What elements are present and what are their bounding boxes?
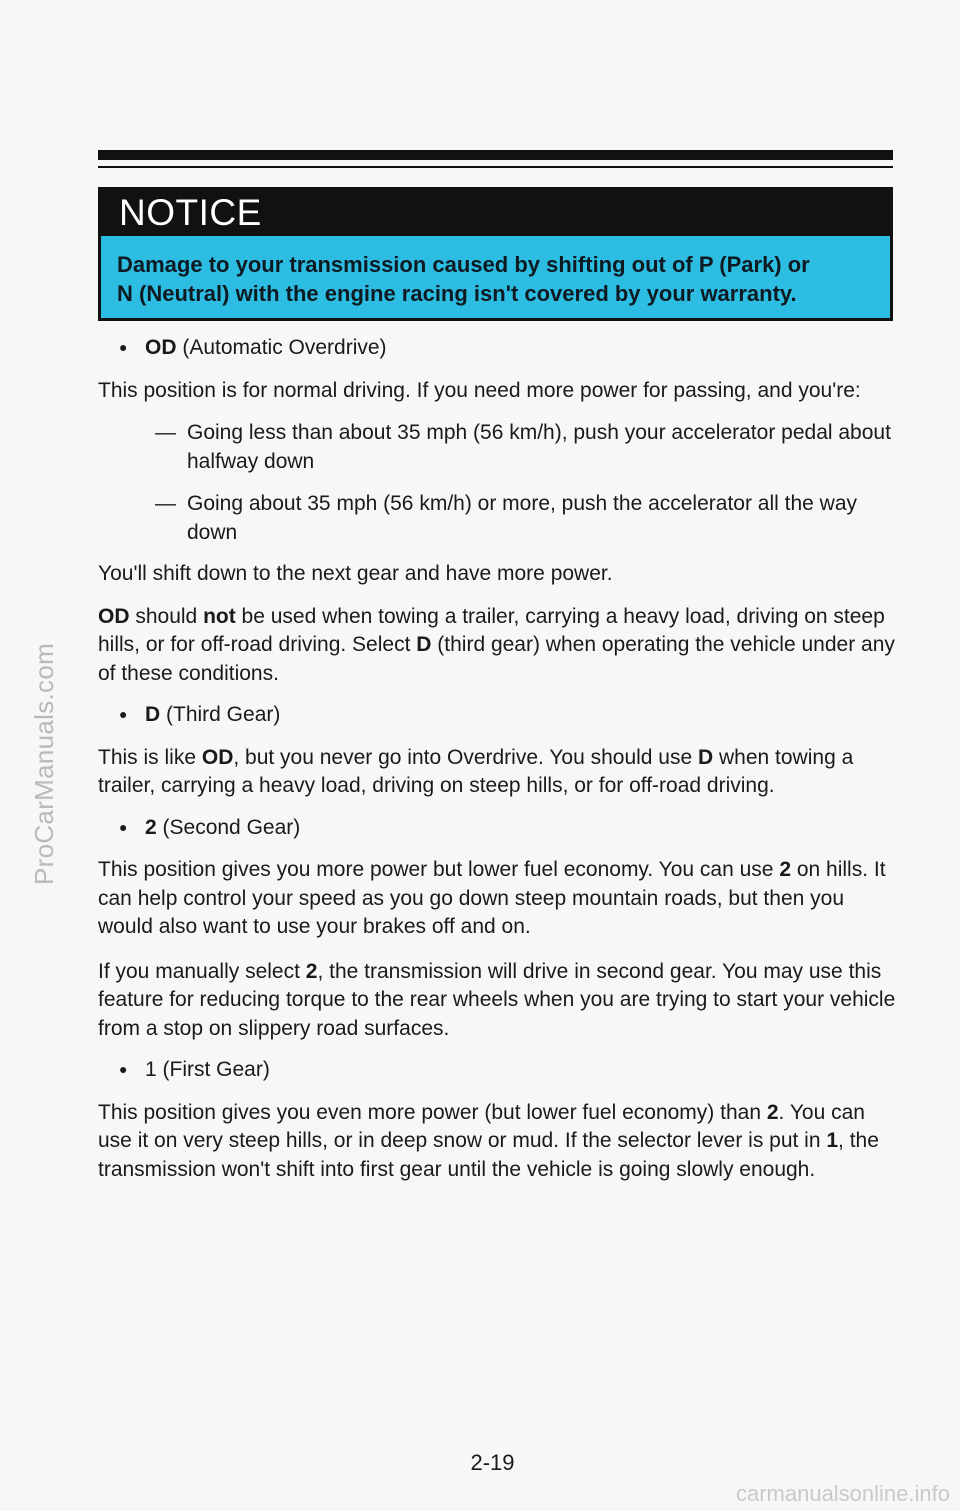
bold-text: 2 — [766, 1100, 779, 1124]
bold-text: D — [698, 745, 714, 769]
text-run: . You can use it on very steep hills, or in deep snow or mud. If the selector lever is put in — [98, 1100, 865, 1152]
paragraph — [98, 856, 898, 942]
bullet-dot-icon: ● — [119, 706, 128, 722]
paragraph — [98, 958, 898, 1044]
notice-box — [98, 187, 893, 321]
page-number: 2-19 — [470, 1450, 515, 1475]
spacer — [98, 801, 898, 814]
text-run: (Second Gear) — [156, 815, 301, 839]
bullet-text — [145, 814, 300, 843]
bold-text: 2 — [305, 959, 318, 983]
footer-watermark: carmanualsonline.info — [735, 1481, 950, 1506]
text-run: when towing a trailer, carrying a heavy load, driving on steep hills, or for off-road driving. — [98, 745, 854, 797]
bold-text: 1 — [826, 1129, 839, 1152]
bullet-text — [145, 701, 280, 730]
text-run: be used when towing a trailer, carrying a heavy load, driving on steep hills, or for off-road driving. Select — [98, 604, 885, 656]
text-run: , the transmission will drive in second gear. You may use this feature for reducing torque to the rear wheels when you are trying to start your vehicle from a stop on slippery road surfaces. — [98, 959, 896, 1040]
text-run: should — [129, 604, 204, 628]
bullet-dot-icon: ● — [119, 818, 128, 835]
bold-text: D — [145, 703, 161, 726]
spacer — [98, 843, 898, 856]
bold-text: OD — [145, 336, 177, 359]
dash-icon: — — [155, 421, 176, 444]
text-run: If you manually select — [98, 959, 306, 983]
bullet-dot-icon: ● — [119, 339, 128, 355]
bullet-dot-icon: ● — [119, 1061, 128, 1077]
spacer — [98, 1043, 898, 1056]
dash-item — [155, 419, 898, 476]
spacer — [98, 405, 898, 419]
bold-text: OD — [201, 745, 234, 769]
spacer — [98, 942, 898, 958]
text-run: (Neutral) with the engine racing isn't covered by your warranty. — [132, 281, 797, 306]
dash-item — [155, 490, 898, 547]
bullet-text — [145, 334, 387, 363]
spacer — [98, 589, 898, 603]
text-run: (Automatic Overdrive) — [176, 336, 387, 359]
bullet-text — [145, 1056, 270, 1085]
text-run: Going less than about 35 mph (56 km/h), push your accelerator pedal about halfway down — [187, 421, 891, 473]
bold-text: not — [203, 604, 236, 628]
bullet-item — [119, 334, 898, 364]
text-run: (Third Gear) — [160, 703, 281, 726]
bold-text: P — [698, 252, 714, 277]
dash-text — [187, 419, 898, 476]
spacer — [98, 1086, 898, 1099]
text-run: (Park) or — [713, 252, 810, 277]
notice-heading: NOTICE — [101, 190, 890, 236]
bullet-item — [119, 814, 898, 844]
text-run: Damage to your transmission caused by shifting out of — [117, 252, 699, 277]
text-run: This position gives you more power but lower fuel economy. You can use — [98, 858, 780, 881]
text-run: 1 (First Gear) — [145, 1058, 270, 1081]
text-run: (third gear) when operating the vehicle under any of these conditions. — [98, 633, 895, 685]
bullet-item — [119, 1056, 898, 1086]
notice-body — [101, 236, 890, 321]
paragraph — [98, 603, 898, 689]
spacer — [98, 476, 898, 490]
side-watermark: ProCarManuals.com — [29, 642, 59, 885]
page-body — [98, 334, 898, 1184]
paragraph — [98, 1099, 898, 1185]
spacer — [98, 547, 898, 560]
spacer — [98, 688, 898, 701]
text-run: This is like — [98, 745, 202, 769]
spacer — [98, 731, 898, 744]
bold-text: OD — [98, 604, 130, 628]
text-run: This position gives you even more power (but lower fuel economy) than — [98, 1100, 767, 1124]
header-rule-thin — [98, 166, 893, 168]
text-run: , but you never go into Overdrive. You should use — [233, 745, 698, 769]
text-run: This position is for normal driving. If you need more power for passing, and you're: — [98, 378, 861, 402]
text-run: You'll shift down to the next gear and have more power. — [98, 562, 613, 585]
paragraph — [98, 377, 898, 406]
spacer — [98, 364, 898, 377]
header-rule-thick — [98, 150, 893, 160]
bold-text: 2 — [145, 815, 157, 839]
dash-icon: — — [155, 492, 176, 515]
bold-text: D — [416, 633, 432, 656]
bold-text: N — [117, 281, 133, 306]
text-run: , the transmission won't shift into first gear until the vehicle is going slowly enough. — [98, 1129, 879, 1181]
text-run: on hills. It can help control your speed as you go down steep mountain roads, but then you would also want to use your brakes off and on. — [98, 858, 886, 938]
bullet-item — [119, 701, 898, 731]
paragraph — [98, 744, 898, 801]
bold-text: 2 — [779, 858, 792, 881]
text-run: Going about 35 mph (56 km/h) or more, push the accelerator all the way down — [187, 492, 858, 544]
paragraph — [98, 560, 898, 589]
dash-text — [187, 490, 898, 547]
